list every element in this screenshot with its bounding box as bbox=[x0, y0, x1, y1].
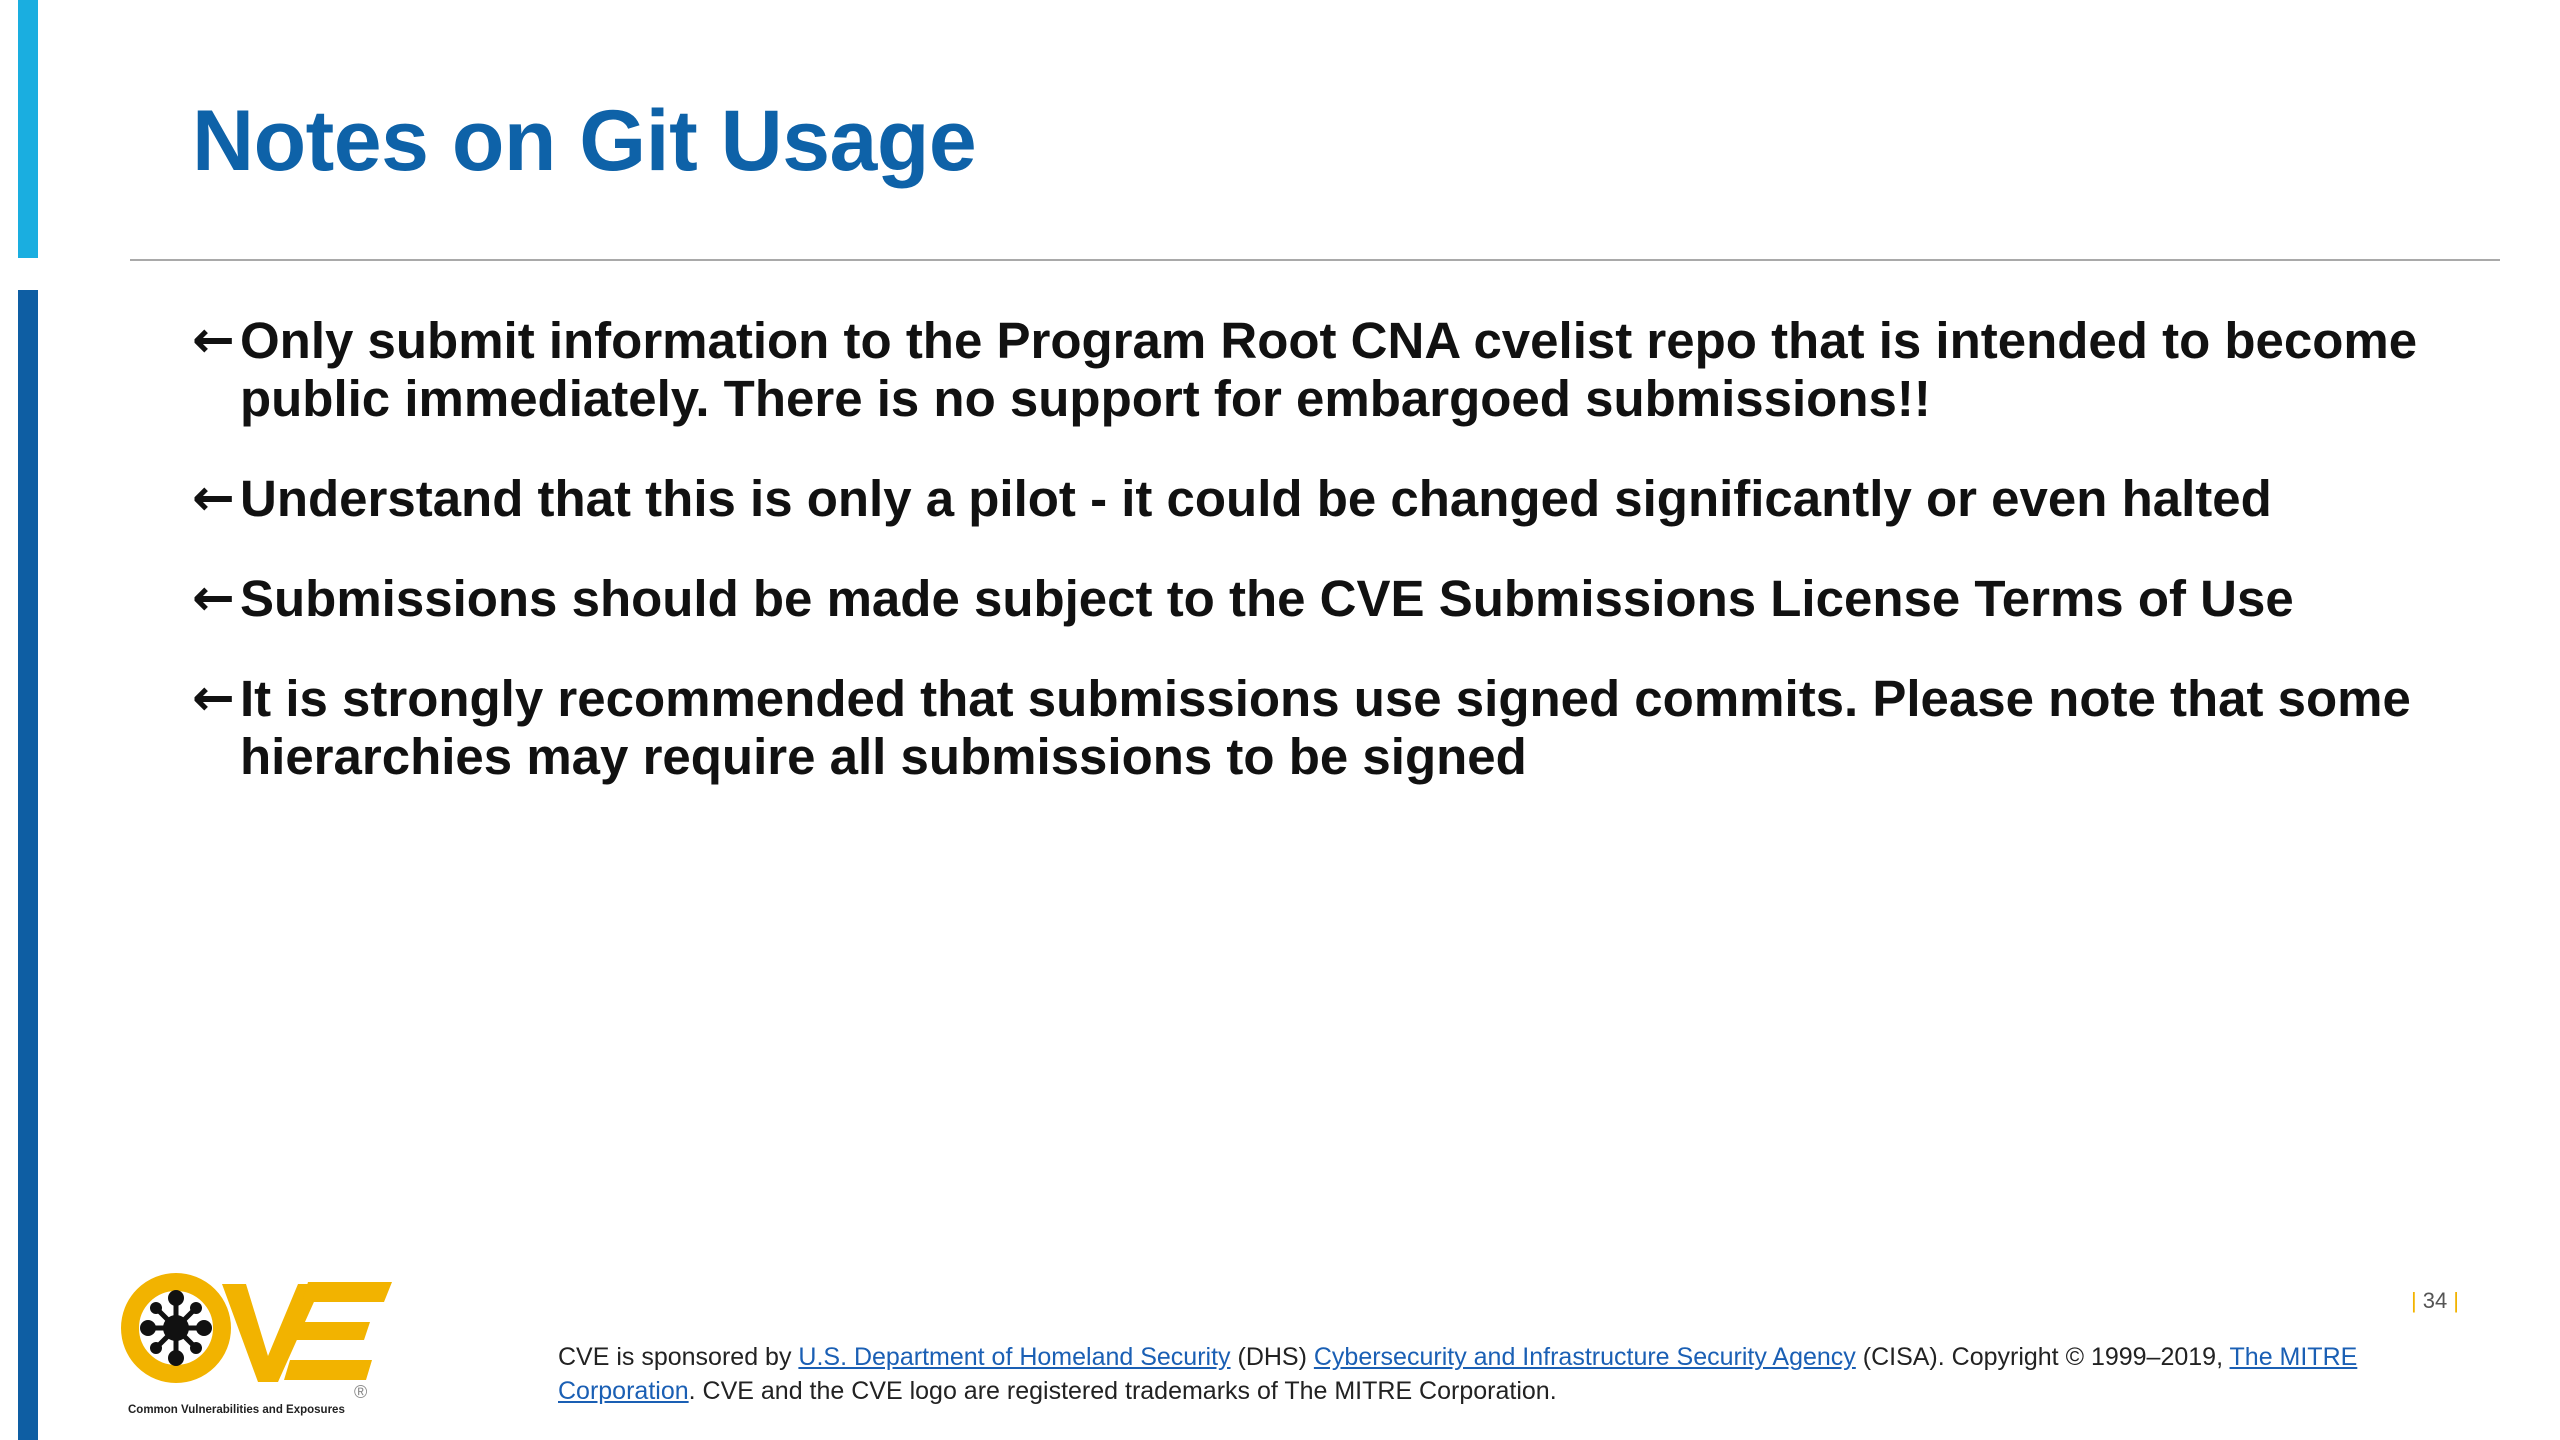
logo-tagline: Common Vulnerabilities and Exposures bbox=[128, 1404, 345, 1416]
page-number-value: 34 bbox=[2422, 1288, 2448, 1313]
bullet-text: Submissions should be made subject to the CVE Submissions License Terms of Use bbox=[240, 570, 2294, 627]
footer-text: CVE is sponsored by bbox=[558, 1343, 799, 1371]
bullet-item bbox=[192, 670, 2492, 786]
accent-bar-top bbox=[18, 0, 38, 258]
bullet-text: It is strongly recommended that submissions use signed commits. Please note that some hierarchies may require all submissions to be signed bbox=[240, 670, 2411, 785]
bullet-list bbox=[192, 312, 2492, 828]
footer-text: (CISA). Copyright © 1999–2019, bbox=[1855, 1343, 2230, 1371]
cve-logo-graphic bbox=[118, 1270, 398, 1420]
bullet-item bbox=[192, 470, 2492, 528]
mitre-link[interactable]: The MITRE Corporation bbox=[558, 1343, 2358, 1405]
title-divider bbox=[130, 259, 2500, 261]
footer-text: . CVE and the CVE logo are registered trademarks of The MITRE Corporation. bbox=[688, 1377, 1557, 1405]
slide-title: Notes on Git Usage bbox=[192, 93, 977, 189]
cisa-link[interactable]: Cybersecurity and Infrastructure Security Agency bbox=[1313, 1343, 1856, 1371]
bullet-text: Only submit information to the Program Root CNA cvelist repo that is intended to become public immediately. There is no support for embargoed submissions!! bbox=[240, 312, 2418, 427]
accent-bar-side bbox=[18, 290, 38, 1440]
arrow-left-icon: ← bbox=[192, 311, 235, 370]
network-node-icon bbox=[140, 1290, 212, 1366]
page-number: | 34 | bbox=[2411, 1288, 2459, 1313]
footer-notice bbox=[558, 1340, 2458, 1408]
arrow-left-icon: ← bbox=[192, 469, 235, 528]
cve-logo bbox=[118, 1270, 398, 1420]
bullet-text: Understand that this is only a pilot - it could be changed significantly or even halted bbox=[240, 470, 2272, 527]
arrow-left-icon: ← bbox=[192, 569, 235, 628]
arrow-left-icon: ← bbox=[192, 669, 235, 728]
bullet-item bbox=[192, 570, 2492, 628]
registered-mark: ® bbox=[354, 1382, 368, 1402]
dhs-link[interactable]: U.S. Department of Homeland Security bbox=[798, 1343, 1231, 1371]
footer-text: (DHS) bbox=[1230, 1343, 1314, 1371]
bullet-item bbox=[192, 312, 2492, 428]
